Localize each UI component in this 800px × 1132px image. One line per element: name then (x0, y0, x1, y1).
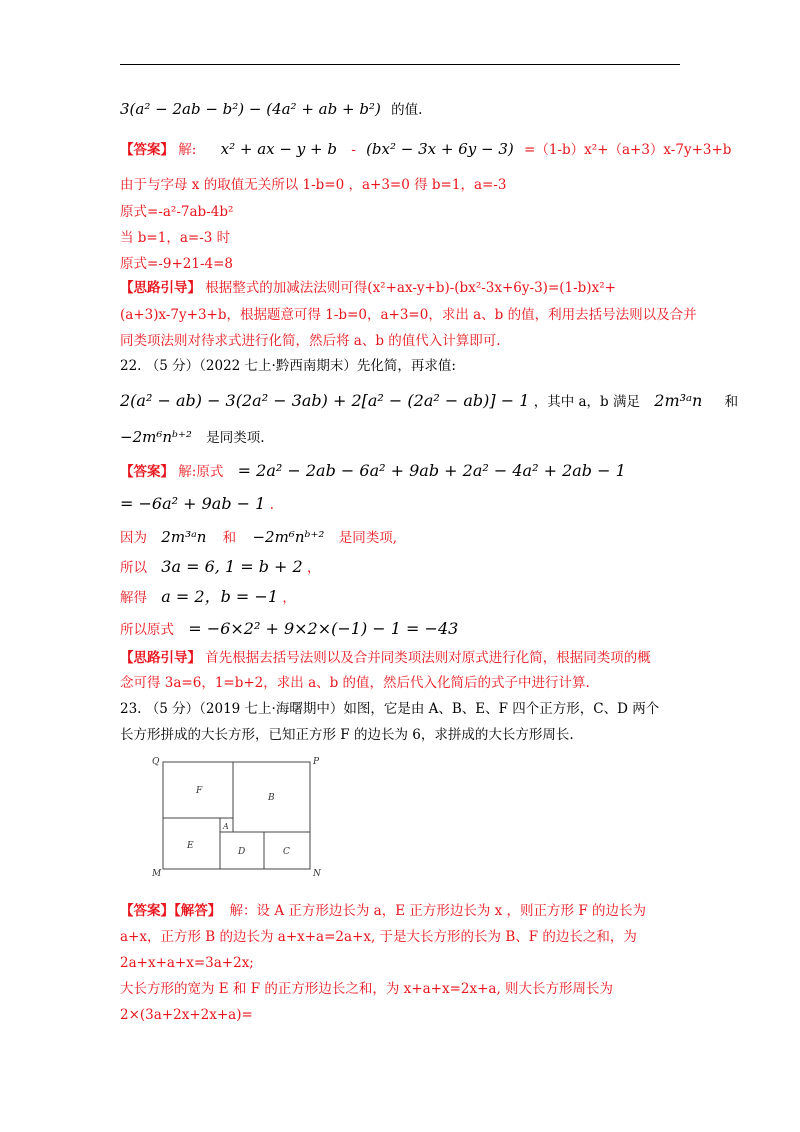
ans22-line5 (120, 588, 296, 607)
header-rule (120, 64, 680, 65)
q21-expression: 3(a² − 2ab − b²) − (4a² + ab + b²) (120, 100, 381, 118)
ans23-line5: 2×(3a+2x+2x+a)= (120, 1007, 253, 1023)
guide21-line3: 同类项法则对待求式进行化简，然后将 a、b 的值代入计算即可. (120, 333, 501, 349)
guide-tag: 【思路引导】 (120, 650, 201, 666)
label-p: P (313, 757, 320, 767)
answer-tag: 【答案】【解答】 (120, 903, 222, 919)
ans22-eq: 3a = 6, 1 = b + 2 (161, 557, 303, 576)
answer-lead: 解: (178, 142, 197, 158)
ans22-so: 所以 (120, 560, 147, 576)
ans22-solve: 解得 (120, 590, 147, 606)
label-n: N (313, 869, 321, 879)
ans21-line3: 原式=-a²-7ab-4b² (120, 204, 234, 220)
ans23-line1 (120, 902, 646, 920)
guide22-text1: 首先根据去括号法则以及合并同类项法则对原式进行化简，根据同类项的概 (205, 650, 651, 666)
ans22-because: 因为 (120, 530, 147, 546)
label-b: B (268, 793, 275, 803)
ans23-line4: 大长方形的宽为 E 和 F 的正方形边长之和，为 x+a+x=2x+a, 则大长方形周长为 (120, 981, 614, 997)
ans22-same: 是同类项, (338, 530, 398, 546)
ans22-comma: ， (307, 560, 321, 576)
ans23-text1: 解：设 A 正方形边长为 a，E 正方形边长为 x ，则正方形 F 的边长为 (229, 903, 647, 919)
ans21-line4: 当 b=1，a=-3 时 (120, 230, 231, 246)
label-e: E (187, 841, 194, 851)
guide21-line2: (a+3)x-7y+3+b，根据题意可得 1-b=0，a+3=0，求出 a、b 的值，利用去括号法则以及合并 (120, 307, 697, 323)
q22-term1: 2m³ᵃn (654, 391, 703, 410)
q22-header: 22. （5 分）（2022 七上·黔西南期末）先化简，再求值: (120, 358, 456, 374)
label-d: D (238, 847, 246, 857)
label-q: Q (152, 757, 160, 767)
label-f: F (196, 786, 203, 796)
ans22-step2: = −6a² + 9ab − 1 (120, 494, 266, 513)
q22-condition: ，其中 a，b 满足 (533, 394, 640, 410)
q22-expression: 2(a² − ab) − 3(2a² − 3ab) + 2[a² − (2a² − ab)] − 1 (120, 391, 530, 410)
q21-line (120, 100, 422, 119)
ans21-line5: 原式=-9+21-4=8 (120, 256, 234, 272)
ans21-expr-left: x² + ax − y + b (220, 140, 337, 158)
guide21-text1: 根据整式的加减法法则可得(x²+ax-y+b)-(bx²-3x+6y-3)=(1-b)x²+ (205, 280, 616, 296)
guide22-line2: 念可得 3a=6，1=b+2，求出 a、b 的值，然后代入化简后的式子中进行计算. (120, 675, 590, 691)
ans22-line2 (120, 495, 274, 514)
ans21-line1 (120, 140, 731, 159)
ans22-step1: = 2a² − 2ab − 6a² + 9ab + 2a² − 4a² + 2ab − 1 (237, 461, 626, 480)
label-m: M (152, 869, 162, 879)
guide-tag: 【思路引导】 (120, 280, 201, 296)
ans23-line3: 2a+x+a+x=3a+2x; (120, 955, 254, 971)
answer-tag: 【答案】 (120, 464, 174, 480)
ans22-line4 (120, 558, 321, 577)
guide22-line1 (120, 649, 651, 667)
q22-expr-line (120, 392, 738, 411)
q22-line3 (120, 428, 265, 447)
ans21-result: =（1-b）x²+（a+3）x-7y+3+b (524, 142, 732, 158)
label-c: C (283, 847, 290, 857)
q23-line1: 23. （5 分）（2019 七上·海曙期中）如图，它是由 A、B、E、F 四个正方形，C、D 两个 (120, 701, 660, 717)
q22-and: 和 (724, 394, 739, 410)
ans21-line2: 由于与字母 x 的取值无关所以 1-b=0 ，a+3=0 得 b=1，a=-3 (120, 177, 507, 193)
q23-line2: 长方形拼成的大长方形，已知正方形 F 的边长为 6，求拼成的大长方形周长. (120, 727, 574, 743)
ans22-and: 和 (222, 530, 237, 546)
ans22-t1: 2m³ᵃn (161, 528, 207, 546)
ans21-expr-right: (bx² − 3x + 6y − 3) (366, 140, 514, 158)
ans22-comma2: ， (282, 590, 296, 606)
ans22-line6 (120, 620, 458, 639)
ans22-t2: −2m⁶nᵇ⁺² (252, 528, 325, 546)
ans23-line2: a+x，正方形 B 的边长为 a+x+a=2a+x, 于是大长方形的长为 B、F 的边长之和，为 (120, 929, 637, 945)
q21-suffix: 的值. (391, 102, 423, 118)
answer-tag: 【答案】 (120, 142, 174, 158)
label-a: A (223, 822, 229, 831)
ans22-period: . (269, 497, 274, 513)
ans22-vals: a = 2，b = −1 (161, 587, 279, 606)
q22-tail: 是同类项. (206, 430, 265, 446)
guide21-line1 (120, 279, 616, 297)
ans22-line1 (120, 462, 626, 481)
ans22-so2: 所以原式 (120, 622, 174, 638)
ans21-minus: - (351, 142, 356, 158)
squares-figure (150, 752, 330, 882)
q22-term2: −2m⁶nᵇ⁺² (120, 428, 192, 446)
ans22-line3 (120, 528, 397, 547)
ans22-lead: 解:原式 (178, 464, 224, 480)
ans22-final: = −6×2² + 9×2×(−1) − 1 = −43 (188, 619, 459, 638)
